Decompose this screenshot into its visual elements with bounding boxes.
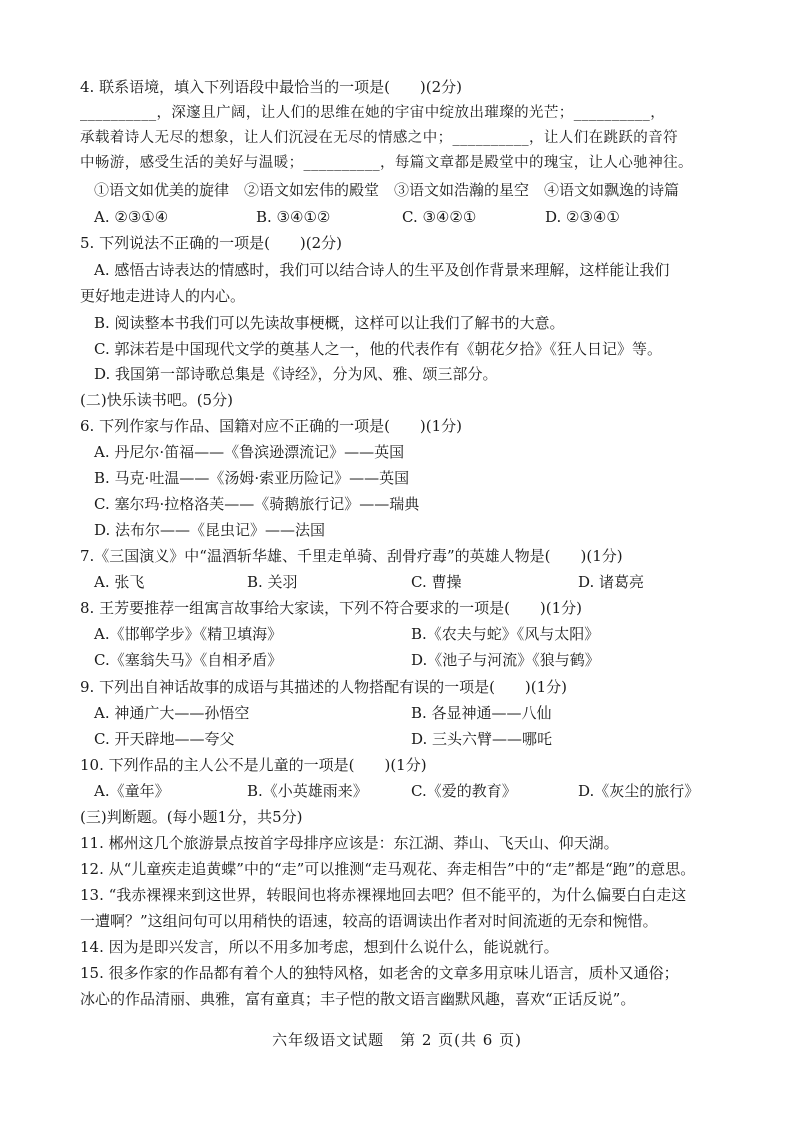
q11-text: 11. 郴州这几个旅游景点按首字母排序应该是：东江湖、莽山、飞天山、仰天湖。 [80, 834, 619, 852]
q4-option-b[interactable]: B. ③④①② [256, 208, 331, 226]
q9-option-a[interactable]: A. 神通广大——孙悟空 [94, 704, 250, 722]
q6-stem: 6. 下列作家与作品、国籍对应不正确的一项是( )(1分) [80, 417, 463, 435]
q9-option-b[interactable]: B. 各显神通——八仙 [411, 704, 552, 722]
q9-stem: 9. 下列出自神话故事的成语与其描述的人物搭配有误的一项是( )(1分) [80, 678, 568, 696]
q8-option-a[interactable]: A.《邯郸学步》《精卫填海》 [94, 625, 283, 643]
q15-line-2: 冰心的作品清丽、典雅，富有童真；丰子恺的散文语言幽默风趣，喜欢“正话反说”。 [80, 990, 636, 1008]
q10-option-a[interactable]: A.《童年》 [94, 782, 170, 800]
q10-option-b[interactable]: B.《小英雄雨来》 [247, 782, 368, 800]
q15-line-1: 15. 很多作家的作品都有着个人的独特风格，如老舍的文章多用京味儿语言，质朴又通俗； [80, 964, 679, 982]
q13-line-1: 13. “我赤裸裸来到这世界，转眼间也将赤裸裸地回去吧？但不能平的，为什么偏要白白走这 [80, 886, 687, 904]
q10-stem: 10. 下列作品的主人公不是儿童的一项是( )(1分) [80, 756, 427, 774]
q5-option-a-line-2: 更好地走进诗人的内心。 [80, 287, 246, 305]
q7-option-c[interactable]: C. 曹操 [411, 573, 462, 591]
q8-option-d[interactable]: D.《池子与河流》《狼与鹤》 [411, 651, 600, 669]
q9-option-c[interactable]: C. 开天辟地——夸父 [94, 730, 235, 748]
q4-option-c[interactable]: C. ③④②① [402, 208, 477, 226]
q5-option-b[interactable]: B. 阅读整本书我们可以先读故事梗概，这样可以让我们了解书的大意。 [94, 314, 565, 332]
q13-line-2: 一遭啊？”这组问句可以用稍快的语速，较高的语调读出作者对时间流逝的无奈和惋惜。 [80, 912, 658, 930]
q8-option-b[interactable]: B.《农夫与蛇》《风与太阳》 [411, 625, 600, 643]
q5-option-a-line-1[interactable]: A. 感悟古诗表达的情感时，我们可以结合诗人的生平及创作背景来理解，这样能让我们 [94, 261, 670, 279]
section-3-heading: (三)判断题。(每小题1分，共5分) [80, 808, 303, 826]
q5-option-d[interactable]: D. 我国第一部诗歌总集是《诗经》，分为风、雅、颂三部分。 [94, 365, 498, 383]
section-2-heading: (二)快乐读书吧。(5分) [80, 391, 233, 409]
q7-option-d[interactable]: D. 诸葛亮 [578, 573, 645, 591]
q4-paragraph-line-3: 中畅游，感受生活的美好与温暖；__________，每篇文章都是殿堂中的瑰宝，让人心驰神往。 [80, 155, 693, 171]
q9-option-d[interactable]: D. 三头六臂——哪吒 [411, 730, 553, 748]
q4-stem: 4. 联系语境，填入下列语段中最恰当的一项是( )(2分) [80, 78, 463, 96]
q4-option-d[interactable]: D. ②③④① [545, 208, 620, 226]
q5-option-c[interactable]: C. 郭沫若是中国现代文学的奠基人之一，他的代表作有《朝花夕拾》《狂人日记》等。 [94, 340, 662, 358]
q8-option-c[interactable]: C.《塞翁失马》《自相矛盾》 [94, 651, 283, 669]
q10-option-c[interactable]: C.《爱的教育》 [411, 782, 517, 800]
q8-stem: 8. 王芳要推荐一组寓言故事给大家读，下列不符合要求的一项是( )(1分) [80, 599, 583, 617]
q7-option-a[interactable]: A. 张飞 [94, 573, 145, 591]
q4-paragraph-line-1: __________，深邃且广阔，让人们的思维在她的宇宙中绽放出璀璨的光芒；__________， [80, 105, 666, 121]
q12-text: 12. 从“儿童疾走追黄蝶”中的“走”可以推测“走马观花、奔走相告”中的“走”都是“跑”的意思。 [80, 860, 696, 878]
page-footer: 六年级语文试题 第 2 页(共 6 页) [272, 1031, 522, 1049]
q4-items: ①语文如优美的旋律 ②语文如宏伟的殿堂 ③语文如浩瀚的星空 ④语文如飘逸的诗篇 [94, 181, 680, 199]
q7-stem: 7.《三国演义》中“温酒斩华雄、千里走单骑、刮骨疗毒”的英雄人物是( )(1分) [80, 547, 623, 565]
q5-stem: 5. 下列说法不正确的一项是( )(2分) [80, 234, 343, 252]
q6-option-d[interactable]: D. 法布尔——《昆虫记》——法国 [94, 521, 326, 539]
q4-paragraph-line-2: 承载着诗人无尽的想象，让人们沉浸在无尽的情感之中；__________，让人们在跳跃的音符 [80, 130, 678, 146]
q7-option-b[interactable]: B. 关羽 [247, 573, 298, 591]
q6-option-b[interactable]: B. 马克·吐温——《汤姆·索亚历险记》——英国 [94, 469, 410, 487]
q14-text: 14. 因为是即兴发言，所以不用多加考虑，想到什么说什么，能说就行。 [80, 938, 559, 956]
q10-option-d[interactable]: D.《灰尘的旅行》 [578, 782, 700, 800]
q6-option-a[interactable]: A. 丹尼尔·笛福——《鲁滨逊漂流记》——英国 [94, 443, 405, 461]
q4-option-a[interactable]: A. ②③①④ [94, 208, 169, 226]
q6-option-c[interactable]: C. 塞尔玛·拉格洛芙——《骑鹅旅行记》——瑞典 [94, 495, 420, 513]
